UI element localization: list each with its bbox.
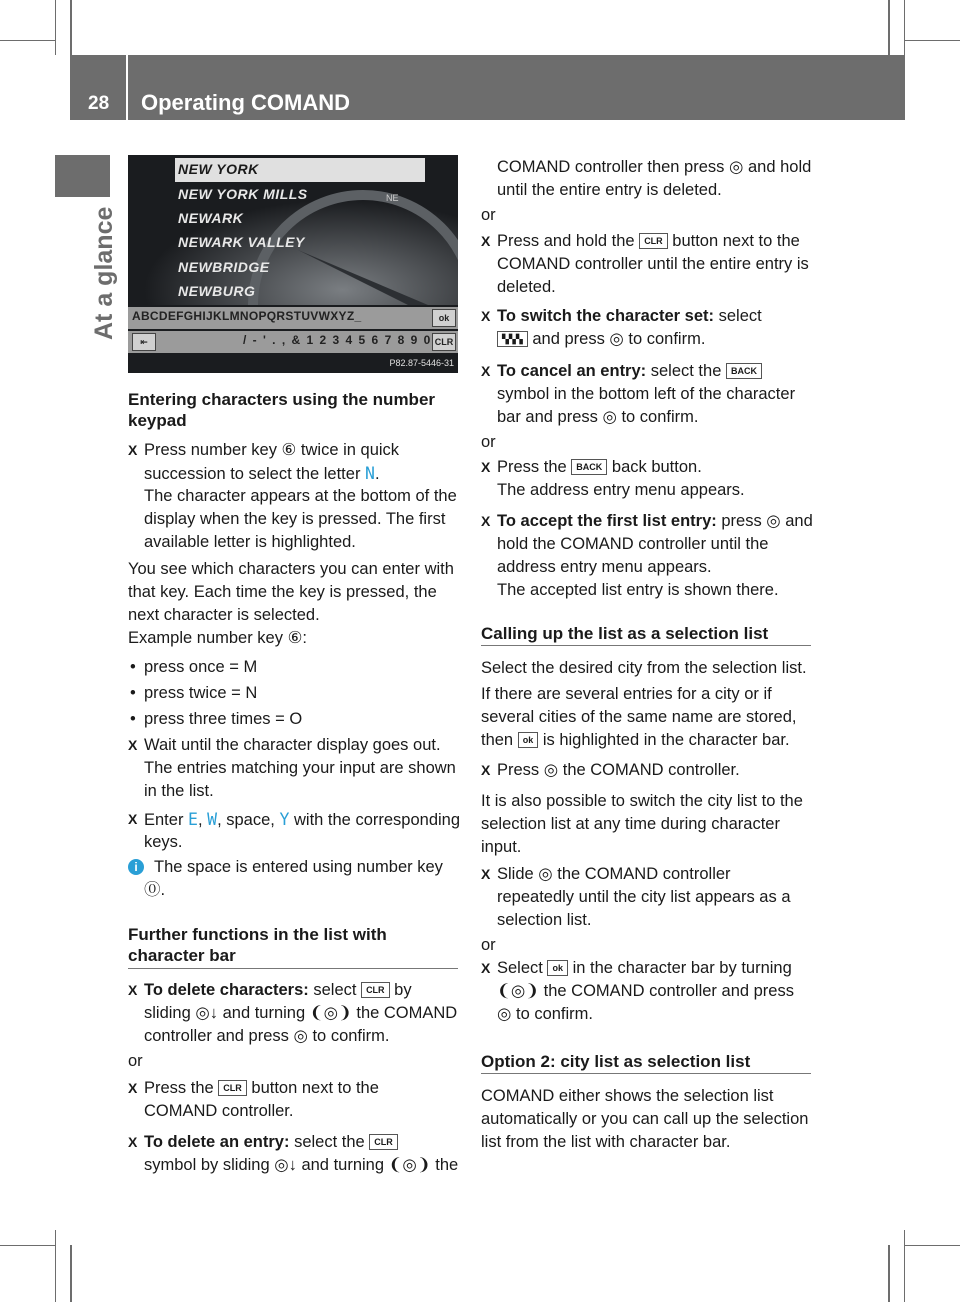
text-line: input. xyxy=(481,838,522,856)
text-line: deleted. xyxy=(497,278,556,296)
step-arrow-icon: X xyxy=(481,459,491,475)
info-icon: i xyxy=(128,859,144,875)
step-arrow-icon: X xyxy=(128,811,138,827)
bullet-item: press three times = O xyxy=(144,710,303,728)
list-item[interactable]: NEWBRIDGE xyxy=(178,259,270,275)
bullet-icon: • xyxy=(130,658,136,676)
text-line: next character is selected. xyxy=(128,606,320,624)
step-arrow-icon: X xyxy=(481,308,491,324)
text-line: Enter E, W, space, Y with the corresponding xyxy=(144,810,461,829)
text-line: COMAND controller until the entire entry is xyxy=(497,255,809,273)
clr-icon: CLR xyxy=(361,982,390,998)
character-row-2[interactable]: / - ' . , & 1 2 3 4 5 6 7 8 9 0 xyxy=(243,333,432,347)
header-divider xyxy=(126,55,128,120)
crop-mark xyxy=(0,1245,55,1246)
text-line: ❨◎❩ the COMAND controller and press xyxy=(497,982,794,1000)
character-row[interactable]: ABCDEFGHIJKLMNOPQRSTUVWXYZ_ xyxy=(132,309,362,323)
crop-mark xyxy=(904,1230,905,1302)
heading-rule xyxy=(481,645,811,646)
list-item[interactable]: NEWBURG xyxy=(178,283,256,299)
text-line: It is also possible to switch the city list to the xyxy=(481,792,803,810)
heading-rule xyxy=(128,968,458,969)
text-line: You see which characters you can enter with xyxy=(128,560,454,578)
list-item[interactable]: NEWARK xyxy=(178,210,244,226)
text-line: ▚▚▚ and press ◎ to confirm. xyxy=(497,328,705,351)
crop-mark xyxy=(70,0,72,55)
text-line: Press the BACK back button. xyxy=(497,458,702,476)
text-line: ⓪. xyxy=(144,881,166,899)
text-line: To accept the first list entry: press ◎ and xyxy=(497,512,813,530)
side-title: At a glance xyxy=(90,206,118,340)
page-number: 28 xyxy=(88,93,110,114)
text-line: sliding ◎↓ and turning ❨◎❩ the COMAND xyxy=(144,1004,458,1022)
text-line: keys. xyxy=(144,833,183,851)
text-line: repeatedly until the city list appears as a xyxy=(497,888,791,906)
text-line: display when the key is pressed. The first xyxy=(144,510,446,528)
list-item[interactable]: NEW YORK xyxy=(178,161,259,177)
bullet-item: press once = M xyxy=(144,658,258,676)
text-line: Select the desired city from the selection list. xyxy=(481,659,807,677)
list-item[interactable]: NEW YORK MILLS xyxy=(178,186,308,202)
text-line: Slide ◎ the COMAND controller xyxy=(497,865,731,883)
step-arrow-icon: X xyxy=(128,442,138,458)
text-line: then ok is highlighted in the character bar. xyxy=(481,731,790,749)
bullet-icon: • xyxy=(130,684,136,702)
step-arrow-icon: X xyxy=(128,737,138,753)
heading: Entering characters using the number xyxy=(128,390,436,409)
text-line: To delete characters: select CLR by xyxy=(144,981,412,999)
text-line: If there are several entries for a city or if xyxy=(481,685,772,703)
text-line: controller and press ◎ to confirm. xyxy=(144,1027,390,1045)
text-line: address entry menu appears. xyxy=(497,558,712,576)
back-icon: BACK xyxy=(571,459,607,475)
text-line: selection list. xyxy=(497,911,592,929)
text-line: Press the CLR button next to the xyxy=(144,1079,379,1097)
text-line: The entries matching your input are shown xyxy=(144,759,456,777)
text-line: until the entire entry is deleted. xyxy=(497,181,722,199)
text-line: or xyxy=(128,1052,143,1070)
step-arrow-icon: X xyxy=(481,513,491,529)
text-line: To delete an entry: select the CLR xyxy=(144,1131,398,1154)
heading: character bar xyxy=(128,946,236,965)
text-line: The character appears at the bottom of the xyxy=(144,487,457,505)
text-line: that key. Each time the key is pressed, the xyxy=(128,583,437,601)
step-arrow-icon: X xyxy=(481,960,491,976)
clr-icon: CLR xyxy=(639,233,668,249)
text-line: The space is entered using number key xyxy=(154,858,443,876)
step-arrow-icon: X xyxy=(481,866,491,882)
side-tab xyxy=(55,155,110,197)
text-line: several cities of the same name are stored, xyxy=(481,708,797,726)
crop-mark xyxy=(905,40,960,41)
text-line: symbol in the bottom left of the character xyxy=(497,385,796,403)
text-line: ◎ to confirm. xyxy=(497,1005,594,1023)
text-line: The accepted list entry is shown there. xyxy=(497,581,779,599)
text-line: bar and press ◎ to confirm. xyxy=(497,408,699,426)
back-key-icon[interactable]: ⇤ xyxy=(132,333,156,351)
step-arrow-icon: X xyxy=(481,762,491,778)
text-line: Wait until the character display goes out. xyxy=(144,736,441,754)
text-line: or xyxy=(481,433,496,451)
text-line: The address entry menu appears. xyxy=(497,481,745,499)
step-arrow-icon: X xyxy=(481,363,491,379)
step-arrow-icon: X xyxy=(128,982,138,998)
step-arrow-icon: X xyxy=(481,233,491,249)
bullet-item: press twice = N xyxy=(144,684,258,702)
text-line: COMAND either shows the selection list xyxy=(481,1087,774,1105)
comand-screenshot xyxy=(128,155,458,373)
text-line: succession to select the letter N. xyxy=(144,464,380,483)
text-line: selection list at any time during character xyxy=(481,815,780,833)
crop-mark xyxy=(905,1245,960,1246)
heading: Option 2: city list as selection list xyxy=(481,1052,751,1071)
text-line: Example number key ⑥: xyxy=(128,629,307,647)
ok-icon: ok xyxy=(547,960,568,976)
text-line: Select ok in the character bar by turning xyxy=(497,959,792,977)
text-line: COMAND controller then press ◎ and hold xyxy=(497,158,812,176)
text-line: or xyxy=(481,936,496,954)
step-arrow-icon: X xyxy=(128,1134,138,1150)
text-line: automatically or you can call up the selection xyxy=(481,1110,809,1128)
compass-label: NE xyxy=(386,193,399,203)
back-icon: BACK xyxy=(726,363,762,379)
text-line: To switch the character set: select xyxy=(497,307,762,325)
heading: Further functions in the list with xyxy=(128,925,387,944)
text-line: To cancel an entry: select the BACK xyxy=(497,360,762,383)
list-item[interactable]: NEWARK VALLEY xyxy=(178,234,305,250)
text-line: Press number key ⑥ twice in quick xyxy=(144,441,400,459)
text-line: Press ◎ the COMAND controller. xyxy=(497,761,740,779)
crop-mark xyxy=(55,0,56,55)
text-line: Press and hold the CLR button next to the xyxy=(497,232,800,250)
clr-icon: CLR xyxy=(218,1080,247,1096)
crop-mark xyxy=(888,1245,890,1302)
section-title: Operating COMAND xyxy=(141,90,350,115)
crop-mark xyxy=(70,1245,72,1302)
figure-reference: P82.87-5446-31 xyxy=(389,358,454,368)
clr-key[interactable]: CLR xyxy=(432,333,456,351)
text-line: symbol by sliding ◎↓ and turning ❨◎❩ the xyxy=(144,1156,459,1174)
text-line: in the list. xyxy=(144,782,214,800)
heading: Calling up the list as a selection list xyxy=(481,624,769,643)
heading-rule xyxy=(481,1073,811,1074)
bullet-icon: • xyxy=(130,710,136,728)
step-arrow-icon: X xyxy=(128,1080,138,1096)
crop-mark xyxy=(904,0,905,55)
ok-icon: ok xyxy=(518,732,539,748)
crop-mark xyxy=(55,1230,56,1302)
heading: keypad xyxy=(128,411,187,430)
text-line: or xyxy=(481,206,496,224)
crop-mark xyxy=(0,40,55,41)
crop-mark xyxy=(888,0,890,55)
ok-key[interactable]: ok xyxy=(432,309,456,327)
clr-icon: CLR xyxy=(369,1134,398,1150)
text-line: available letter is highlighted. xyxy=(144,533,356,551)
text-line: hold the COMAND controller until the xyxy=(497,535,769,553)
character-set-icon: ▚▚▚ xyxy=(497,331,528,347)
text-line: COMAND controller. xyxy=(144,1102,294,1120)
text-line: list from the list with character bar. xyxy=(481,1133,731,1151)
